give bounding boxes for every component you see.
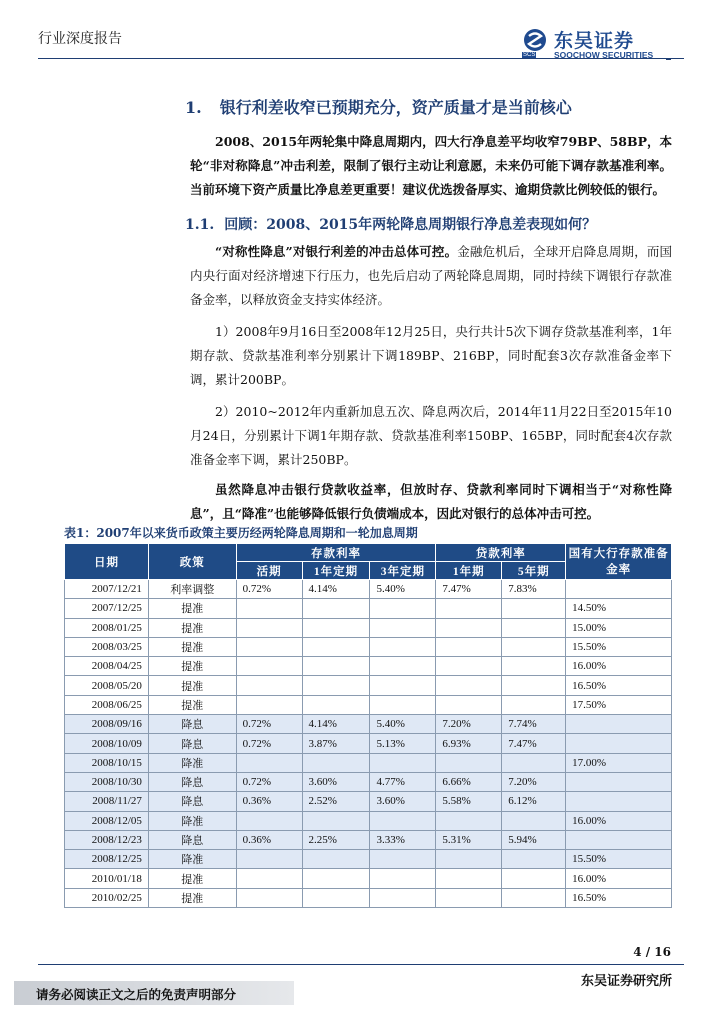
cell-loan-1y: 7.20%	[436, 715, 502, 734]
cell-deposit-3y	[370, 657, 436, 676]
cell-loan-5y	[502, 695, 566, 714]
cell-rrr: 14.50%	[566, 599, 672, 618]
intro-paragraph	[190, 240, 672, 312]
cell-policy: 降息	[148, 734, 236, 753]
cell-date: 2008/03/25	[65, 637, 149, 656]
cell-date: 2010/01/18	[65, 869, 149, 888]
header-loan-5y: 5年期	[502, 562, 566, 580]
rate-table	[64, 543, 672, 908]
cell-date: 2008/10/30	[65, 772, 149, 791]
cell-deposit-3y	[370, 753, 436, 772]
header-dash	[666, 59, 671, 60]
cell-deposit-1y	[302, 811, 370, 830]
point-2-paragraph: 2）2010~2012年内重新加息五次、降息两次后，2014年11月22日至2015年10月24日，分别累计下调1年期存款、贷款基准利率150BP、165BP，同时配套4次存款准备金率下调，累计250BP。	[190, 404, 672, 467]
cell-loan-1y: 6.66%	[436, 772, 502, 791]
table-title: 表1：2007年以来货币政策主要历经两轮降息周期和一轮加息周期	[64, 526, 418, 540]
cell-rrr: 16.50%	[566, 676, 672, 695]
logo-mark-icon	[520, 28, 550, 54]
cell-loan-1y: 7.47%	[436, 580, 502, 599]
report-category: 行业深度报告	[38, 31, 122, 47]
section-heading	[185, 95, 572, 118]
table-row	[65, 830, 672, 849]
table-row	[65, 888, 672, 907]
cell-date: 2008/12/23	[65, 830, 149, 849]
cell-loan-1y: 6.93%	[436, 734, 502, 753]
cell-deposit-1y	[302, 695, 370, 714]
cell-rrr: 15.50%	[566, 637, 672, 656]
cell-deposit-1y: 4.14%	[302, 580, 370, 599]
footer-divider	[38, 964, 684, 965]
table-row	[65, 657, 672, 676]
company-logo	[520, 28, 670, 60]
table-row	[65, 734, 672, 753]
cell-rrr: 15.00%	[566, 618, 672, 637]
cell-rrr: 16.00%	[566, 811, 672, 830]
cell-loan-5y	[502, 811, 566, 830]
table-row	[65, 772, 672, 791]
cell-deposit-1y	[302, 753, 370, 772]
cell-rrr: 16.00%	[566, 869, 672, 888]
cell-deposit-1y: 3.60%	[302, 772, 370, 791]
cell-demand	[236, 811, 302, 830]
cell-rrr	[566, 830, 672, 849]
cell-loan-5y	[502, 753, 566, 772]
cell-deposit-1y	[302, 657, 370, 676]
point-1-paragraph: 1）2008年9月16日至2008年12月25日，央行共计5次下调存贷款基准利率，1年期存款、贷款基准利率分别累计下调189BP、216BP，同时配套3次存款准备金率下调，累计200BP。	[190, 324, 672, 387]
cell-deposit-1y	[302, 676, 370, 695]
cell-deposit-1y	[302, 618, 370, 637]
footer-org: 东吴证券研究所	[580, 974, 672, 989]
cell-loan-5y: 7.20%	[502, 772, 566, 791]
cell-deposit-3y: 3.60%	[370, 792, 436, 811]
cell-policy: 提准	[148, 888, 236, 907]
cell-demand: 0.36%	[236, 830, 302, 849]
cell-deposit-3y	[370, 869, 436, 888]
cell-loan-5y	[502, 618, 566, 637]
cell-date: 2008/12/05	[65, 811, 149, 830]
header-rrr: 国有大行存款准备金率	[566, 544, 672, 580]
cell-demand	[236, 869, 302, 888]
table-row	[65, 792, 672, 811]
logo-text-cn: 东吴证券	[554, 30, 635, 52]
cell-rrr: 17.50%	[566, 695, 672, 714]
cell-deposit-1y: 2.52%	[302, 792, 370, 811]
cell-loan-5y	[502, 637, 566, 656]
table-row	[65, 811, 672, 830]
cell-loan-5y	[502, 869, 566, 888]
intro-body: 金融危机后，全球开启降息周期，而国内央行面对经济增速下行压力，也先后启动了两轮降息周期，同时持续下调银行存款准备金率，以释放资金支持实体经济。	[190, 244, 672, 307]
intro-lead: “对称性降息”对银行利差的冲击总体可控。	[215, 244, 458, 259]
table-row	[65, 637, 672, 656]
cell-loan-5y	[502, 676, 566, 695]
cell-loan-1y	[436, 850, 502, 869]
cell-deposit-3y	[370, 695, 436, 714]
cell-date: 2008/12/25	[65, 850, 149, 869]
cell-loan-1y: 5.58%	[436, 792, 502, 811]
table-row	[65, 580, 672, 599]
cell-deposit-1y	[302, 599, 370, 618]
cell-deposit-3y	[370, 850, 436, 869]
header-divider	[38, 58, 684, 59]
cell-loan-1y	[436, 599, 502, 618]
cell-rrr: 16.50%	[566, 888, 672, 907]
cell-loan-5y: 7.47%	[502, 734, 566, 753]
cell-demand: 0.72%	[236, 772, 302, 791]
table-row	[65, 695, 672, 714]
cell-deposit-3y: 5.40%	[370, 715, 436, 734]
cell-demand: 0.36%	[236, 792, 302, 811]
cell-date: 2008/05/20	[65, 676, 149, 695]
cell-demand	[236, 657, 302, 676]
cell-rrr	[566, 580, 672, 599]
header-policy: 政策	[148, 544, 236, 580]
cell-policy: 降息	[148, 715, 236, 734]
cell-demand	[236, 618, 302, 637]
logo-text-en: SOOCHOW SECURITIES	[554, 50, 654, 60]
cell-policy: 提准	[148, 695, 236, 714]
cell-rrr	[566, 715, 672, 734]
cell-deposit-1y	[302, 869, 370, 888]
footer-disclaimer: 请务必阅读正文之后的免责声明部分	[36, 987, 237, 1002]
cell-deposit-1y: 4.14%	[302, 715, 370, 734]
section-summary: 2008、2015年两轮集中降息周期内，四大行净息差平均收窄79BP、58BP，本轮“非对称降息”冲击利差，限制了银行主动让利意愿，未来仍可能下调存款基准利率。当前环境下资产质量比净息差更重要！建议优选拨备厚实、逾期贷款比例较低的银行。	[190, 134, 672, 197]
cell-date: 2008/04/25	[65, 657, 149, 676]
cell-policy: 降准	[148, 753, 236, 772]
cell-deposit-1y	[302, 850, 370, 869]
cell-loan-5y: 5.94%	[502, 830, 566, 849]
cell-loan-5y: 7.83%	[502, 580, 566, 599]
logo-code: SCS	[523, 52, 536, 58]
header-loan-1y: 1年期	[436, 562, 502, 580]
subsection-title: 回顾：2008、2015年两轮降息周期银行净息差表现如何？	[224, 217, 597, 233]
cell-deposit-3y: 5.40%	[370, 580, 436, 599]
subsection-heading	[185, 214, 596, 234]
cell-loan-5y: 7.74%	[502, 715, 566, 734]
cell-loan-5y	[502, 850, 566, 869]
cell-deposit-1y	[302, 637, 370, 656]
cell-loan-1y	[436, 753, 502, 772]
cell-deposit-3y	[370, 637, 436, 656]
cell-rrr	[566, 772, 672, 791]
cell-demand	[236, 850, 302, 869]
header-deposit-3y: 3年定期	[370, 562, 436, 580]
cell-loan-1y	[436, 888, 502, 907]
cell-loan-1y	[436, 869, 502, 888]
table-row	[65, 753, 672, 772]
cell-demand: 0.72%	[236, 734, 302, 753]
cell-demand	[236, 753, 302, 772]
header-demand: 活期	[236, 562, 302, 580]
cell-deposit-3y: 4.77%	[370, 772, 436, 791]
cell-loan-1y	[436, 811, 502, 830]
cell-policy: 利率调整	[148, 580, 236, 599]
cell-demand: 0.72%	[236, 580, 302, 599]
cell-rrr	[566, 792, 672, 811]
cell-deposit-1y: 3.87%	[302, 734, 370, 753]
cell-loan-5y	[502, 657, 566, 676]
cell-policy: 提准	[148, 618, 236, 637]
subsection-number: 1.1.	[185, 217, 215, 233]
header-date: 日期	[65, 544, 149, 580]
cell-rrr: 16.00%	[566, 657, 672, 676]
cell-loan-5y: 6.12%	[502, 792, 566, 811]
cell-policy: 提准	[148, 869, 236, 888]
cell-policy: 提准	[148, 657, 236, 676]
table-row	[65, 599, 672, 618]
cell-demand	[236, 695, 302, 714]
cell-deposit-1y	[302, 888, 370, 907]
cell-deposit-1y: 2.25%	[302, 830, 370, 849]
table-row	[65, 618, 672, 637]
cell-loan-1y: 5.31%	[436, 830, 502, 849]
cell-deposit-3y	[370, 599, 436, 618]
cell-policy: 降息	[148, 792, 236, 811]
cell-demand	[236, 888, 302, 907]
section-title: 银行利差收窄已预期充分，资产质量才是当前核心	[219, 98, 572, 117]
cell-deposit-3y	[370, 811, 436, 830]
cell-policy: 提准	[148, 637, 236, 656]
cell-loan-1y	[436, 637, 502, 656]
table-row	[65, 850, 672, 869]
cell-demand	[236, 637, 302, 656]
cell-deposit-3y	[370, 676, 436, 695]
cell-policy: 提准	[148, 599, 236, 618]
cell-loan-1y	[436, 618, 502, 637]
cell-deposit-3y: 3.33%	[370, 830, 436, 849]
section-number: 1.	[185, 98, 202, 117]
cell-date: 2007/12/21	[65, 580, 149, 599]
cell-date: 2008/11/27	[65, 792, 149, 811]
cell-loan-5y	[502, 599, 566, 618]
cell-deposit-3y	[370, 888, 436, 907]
cell-deposit-3y	[370, 618, 436, 637]
cell-date: 2010/02/25	[65, 888, 149, 907]
cell-date: 2008/10/09	[65, 734, 149, 753]
cell-demand: 0.72%	[236, 715, 302, 734]
cell-policy: 降准	[148, 850, 236, 869]
cell-rrr: 15.50%	[566, 850, 672, 869]
cell-loan-1y	[436, 657, 502, 676]
conclusion-paragraph: 虽然降息冲击银行贷款收益率，但放时存、贷款利率同时下调相当于“对称性降息”，且“降准”也能够降低银行负债端成本，因此对银行的总体冲击可控。	[190, 482, 672, 521]
cell-policy: 降息	[148, 772, 236, 791]
cell-date: 2008/01/25	[65, 618, 149, 637]
cell-demand	[236, 599, 302, 618]
header-deposit-rate: 存款利率	[236, 544, 436, 562]
cell-date: 2008/10/15	[65, 753, 149, 772]
cell-loan-5y	[502, 888, 566, 907]
cell-rrr: 17.00%	[566, 753, 672, 772]
cell-date: 2008/09/16	[65, 715, 149, 734]
cell-deposit-3y: 5.13%	[370, 734, 436, 753]
header-deposit-1y: 1年定期	[302, 562, 370, 580]
cell-loan-1y	[436, 676, 502, 695]
cell-rrr	[566, 734, 672, 753]
cell-policy: 提准	[148, 676, 236, 695]
table-row	[65, 715, 672, 734]
cell-date: 2008/06/25	[65, 695, 149, 714]
table-row	[65, 869, 672, 888]
cell-policy: 降息	[148, 830, 236, 849]
cell-loan-1y	[436, 695, 502, 714]
header-loan-rate: 贷款利率	[436, 544, 566, 562]
table-row	[65, 676, 672, 695]
cell-demand	[236, 676, 302, 695]
cell-date: 2007/12/25	[65, 599, 149, 618]
page-number: 4 / 16	[633, 945, 671, 959]
cell-policy: 降准	[148, 811, 236, 830]
